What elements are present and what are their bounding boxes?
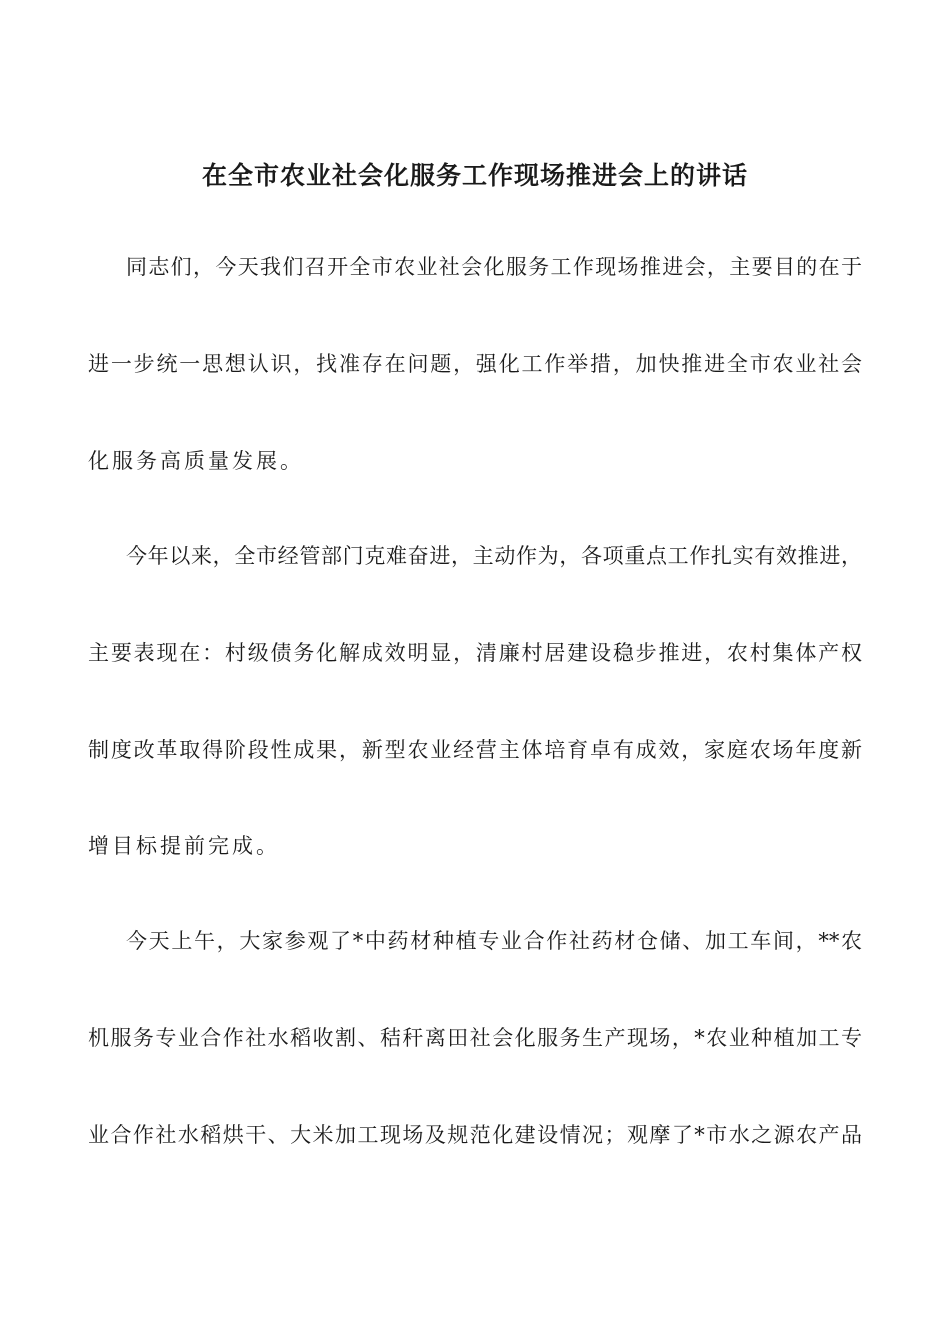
paragraph-2-line-2: 主要表现在：村级债务化解成效明显，清廉村居建设稳步推进，农村集体产权 [88, 641, 862, 665]
paragraph-3-line-2: 机服务专业合作社水稻收割、秸秆离田社会化服务生产现场，*农业种植加工专 [88, 1026, 862, 1050]
paragraph-2-line-3: 制度改革取得阶段性成果，新型农业经营主体培育卓有成效，家庭农场年度新 [88, 738, 862, 762]
paragraph-3-line-1: 今天上午，大家参观了*中药材种植专业合作社药材仓储、加工车间，**农 [126, 929, 862, 953]
paragraph-2-line-4: 增目标提前完成。 [88, 834, 280, 858]
paragraph-2-line-1: 今年以来，全市经管部门克难奋进，主动作为，各项重点工作扎实有效推进， [126, 544, 862, 568]
paragraph-1-line-2: 进一步统一思想认识，找准存在问题，强化工作举措，加快推进全市农业社会 [88, 352, 862, 376]
paragraph-1-line-3: 化服务高质量发展。 [88, 449, 304, 473]
document-title: 在全市农业社会化服务工作现场推进会上的讲话 [201, 161, 748, 190]
paragraph-1-line-1: 同志们，今天我们召开全市农业社会化服务工作现场推进会，主要目的在于 [126, 255, 862, 279]
paragraph-3-line-3: 业合作社水稻烘干、大米加工现场及规范化建设情况；观摩了*市水之源农产品 [88, 1123, 862, 1147]
